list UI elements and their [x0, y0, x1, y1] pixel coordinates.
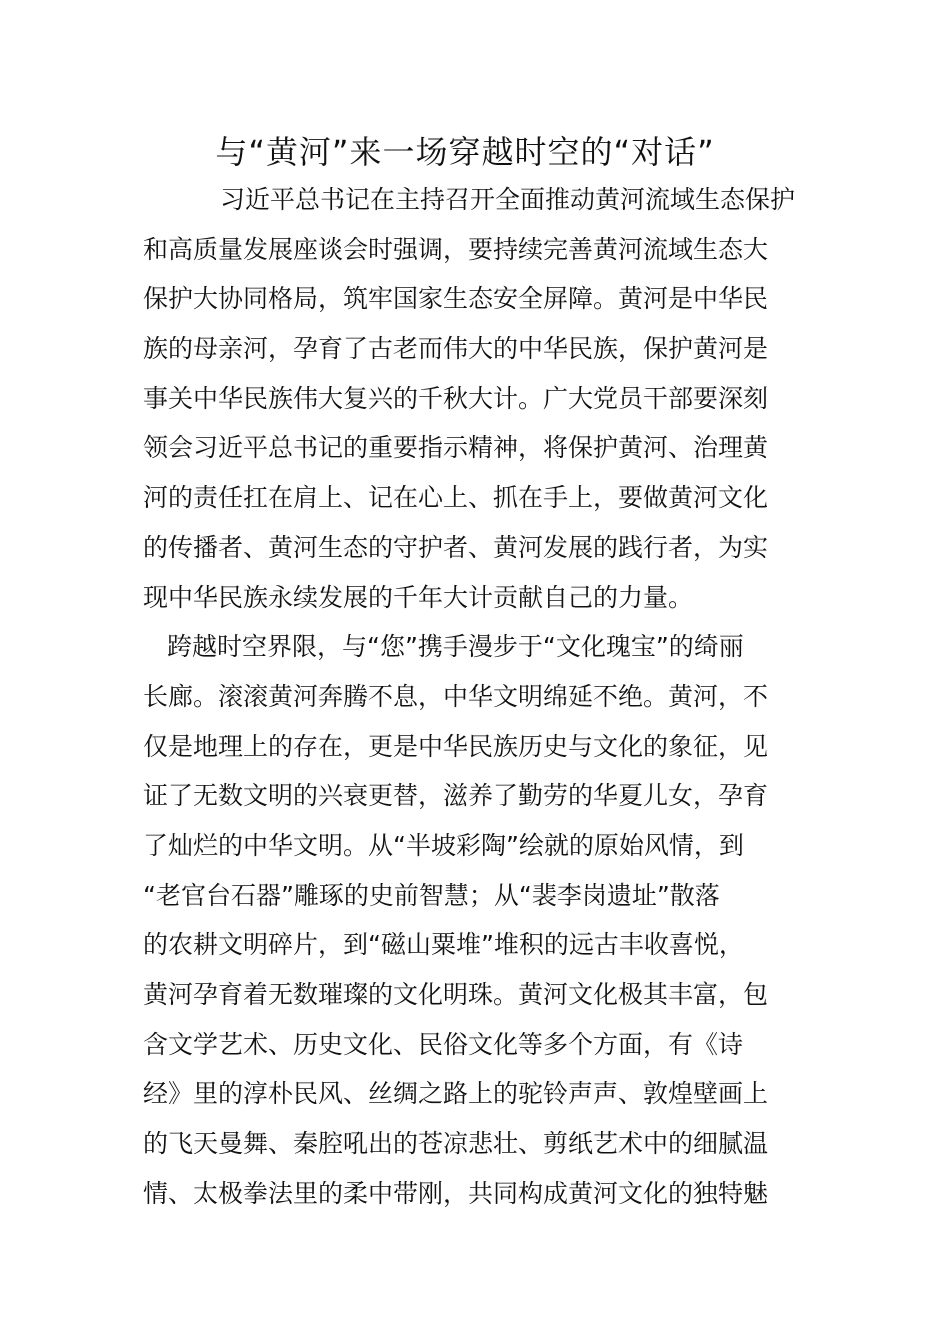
document-body [143, 175, 808, 1218]
paragraph-1 [143, 175, 808, 622]
text-line: 事关中华民族伟大复兴的千秋大计。广大党员干部要深刻 [143, 383, 769, 413]
text-line: 保护大协同格局，筑牢国家生态安全屏障。黄河是中华民 [143, 284, 769, 314]
text-line: 长廊。滚滚黄河奔腾不息，中华文明绵延不绝。黄河，不 [143, 681, 769, 711]
text-line: 习近平总书记在主持召开全面推动黄河流域生态保护 [220, 185, 796, 214]
text-line: “老官台石器”雕琢的史前智慧；从“裴李岗遗址”散落 [143, 880, 720, 910]
text-line: 河的责任扛在肩上、记在心上、抓在手上，要做黄河文化 [143, 483, 769, 513]
text-line: 情、太极拳法里的柔中带刚，共同构成黄河文化的独特魅 [143, 1178, 769, 1208]
text-line: 的农耕文明碎片，到“磁山粟堆”堆积的远古丰收喜悦， [143, 930, 744, 960]
text-line: 证了无数文明的兴衰更替，滋养了勤劳的华夏儿女，孕育 [143, 781, 769, 811]
document-title: 与“黄河”来一场穿越时空的“对话” [215, 133, 715, 171]
text-line: 仅是地理上的存在，更是中华民族历史与文化的象征，见 [143, 731, 769, 761]
text-line: 黄河孕育着无数璀璨的文化明珠。黄河文化极其丰富，包 [143, 980, 769, 1009]
text-line: 的飞天曼舞、秦腔吼出的苍凉悲壮、剪纸艺术中的细腻温 [143, 1129, 769, 1159]
text-line: 跨越时空界限，与“您”携手漫步于“文化瑰宝”的绮丽 [167, 632, 744, 662]
text-line: 经》里的淳朴民风、丝绸之路上的驼铃声声、敦煌壁画上 [143, 1079, 769, 1109]
text-line: 领会习近平总书记的重要指示精神，将保护黄河、治理黄 [143, 433, 769, 463]
text-line: 现中华民族永续发展的千年大计贡献自己的力量。 [143, 582, 694, 612]
text-line: 和高质量发展座谈会时强调，要持续完善黄河流域生态大 [143, 234, 769, 264]
text-line: 的传播者、黄河生态的守护者、黄河发展的践行者，为实 [143, 532, 769, 562]
text-line: 了灿烂的中华文明。从“半坡彩陶”绘就的原始风情，到 [143, 830, 744, 860]
text-line: 族的母亲河，孕育了古老而伟大的中华民族，保护黄河是 [143, 334, 769, 364]
paragraph-2 [143, 622, 808, 1218]
text-line: 含文学艺术、历史文化、民俗文化等多个方面，有《诗 [143, 1029, 744, 1059]
